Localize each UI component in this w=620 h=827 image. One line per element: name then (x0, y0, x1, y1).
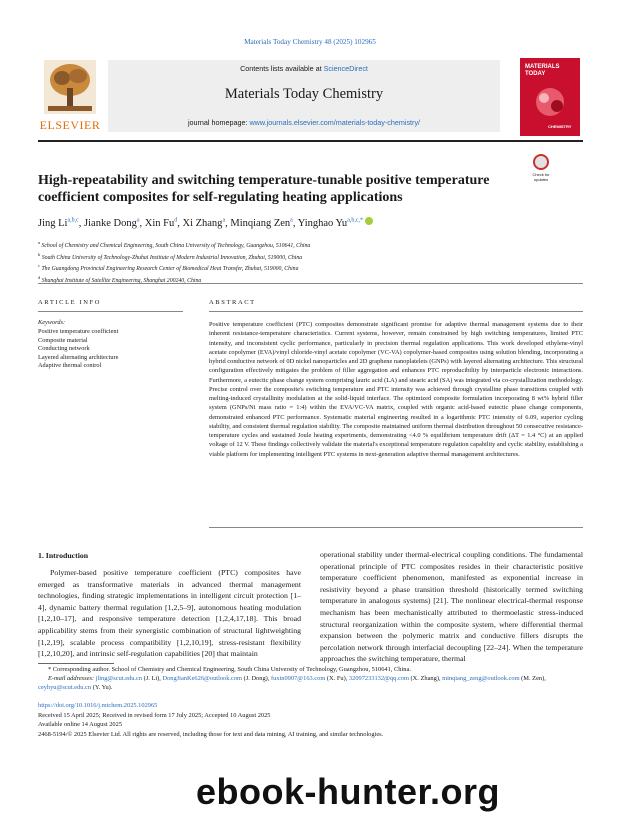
sciencedirect-link[interactable]: ScienceDirect (323, 64, 368, 73)
email-addresses (38, 675, 583, 693)
author-name[interactable]: Jing Li (38, 218, 68, 229)
author (84, 218, 145, 229)
corresponding-author-note: * Corresponding author. School of Chemistry and Chemical Engineering, South China University of Technology, Guangzhou, 510641, China. (48, 666, 411, 673)
email-owner: (J. Li), (142, 674, 163, 682)
affiliation-text: South China University of Technology-Zhuhai Institute of Modern Industrial Innovation, Zhuhai, 519000, China (40, 254, 303, 261)
contents-line (108, 64, 500, 73)
author-name[interactable]: Yinghao Yu (297, 218, 348, 229)
introduction-right-column: operational stability under thermal-electrical coupling conditions. The fundamental operational principle of PTC composites resides in their characteristic positive temperature coefficient phenomenon, manifested as exponential increase in resistivity beyond a phase transition threshold (historically termed switching temperature in analogous systems) [21]. The nonlinear electrical-thermal response mechanism has been mechanistically attributed to thermoelastic stress-induced structural reorganization within the composite system, where differential thermal expansion between the polymeric matrix and conductive fillers disrupts the percolation network through interfacial decoupling [22–24]. When the temperature approaches the switching temperature, thermal (320, 550, 583, 664)
footnote-rule (38, 663, 114, 664)
online-date: Available online 14 August 2025 (38, 721, 123, 729)
affiliation-text: Shanghai Institute of Satellite Engineering, Shanghai 200240, China (40, 277, 202, 284)
affiliation-mark: a (38, 240, 40, 245)
article-info-heading: ARTICLE INFO (38, 299, 102, 306)
contents-prefix: Contents lists available at (240, 64, 324, 73)
keyword-list (38, 328, 188, 371)
email-link[interactable]: 32097233132@qq.com (348, 674, 409, 682)
author-name[interactable]: Xi Zhang (182, 218, 223, 229)
author (182, 218, 230, 229)
author-list (38, 217, 583, 229)
check-for-updates-button[interactable] (526, 154, 556, 184)
orcid-icon[interactable] (365, 217, 373, 225)
journal-name: Materials Today Chemistry (224, 86, 384, 102)
crossmark-icon (533, 154, 549, 170)
keyword-item: Layered alternating architecture (38, 353, 119, 361)
header-rule (38, 140, 583, 142)
email-link[interactable]: fuxin0907@163.com (270, 674, 326, 682)
affiliation-item (38, 262, 583, 274)
author-affiliation-marks[interactable]: a (222, 217, 226, 224)
elsevier-tree-icon (44, 60, 96, 114)
journal-banner (108, 60, 500, 132)
keyword-item: Adaptive thermal control (38, 362, 102, 370)
affiliation-item (38, 251, 583, 263)
keyword-item: Conducting network (38, 345, 90, 353)
author-name[interactable]: Jianke Dong (84, 218, 137, 229)
journal-cover-thumbnail[interactable] (520, 58, 580, 136)
keyword-item: Positive temperature coefficient (38, 328, 119, 335)
section-divider (38, 283, 583, 284)
copyright-line: 2468-5194/© 2025 Elsevier Ltd. All rights are reserved, including those for text and data mining, AI training, and similar technologies. (38, 730, 384, 738)
affiliation-text: School of Chemistry and Chemical Engineering, South China University of Technology, Guangzhou, 510641, China (40, 242, 311, 249)
homepage-link[interactable]: www.journals.elsevier.com/materials-today-chemistry/ (249, 118, 421, 127)
abstract-heading: ABSTRACT (209, 299, 256, 306)
email-link[interactable]: jling@scut.edu.cn (95, 674, 143, 682)
cover-footer: CHEMISTRY (548, 124, 572, 129)
affiliation-text: The Guangdong Provincial Engineering Research Center of Biomedical Heat Transfer, Zhuhai, 519000, China (40, 265, 299, 272)
publication-info (38, 701, 583, 739)
affiliation-mark: b (38, 251, 41, 257)
affiliation-mark: d (38, 274, 41, 280)
email-owner: (J. Dong), (242, 674, 271, 682)
article-title: High-repeatability and switching temperature-tunable positive temperature coefficient composites for self-regulating heating applications (38, 173, 490, 205)
abstract-text: Positive temperature coefficient (PTC) composites demonstrate significant promise for adaptive thermal management systems due to their inherent resistance-temperature characteristics. Current systems, however, remain constrained by high switching temperatures, limited PTC intensity, and inconsistent cyclic performance, particularly in precision thermal regulation applications. This work developed ethylene-vinyl acetate copolymer (EVA)/vinyl chloride-vinyl acetate copolymer (VC-VA) copolymer-based composites using solution blending, incorporating a hybrid conductive network of 0D nickel nanoparticles and 2D graphene nanoplatelets (GNPs) with layered alternating architecture. This structural configuration effectively mitigates the problem of filler aggregation and enhances PTC reproducibility by interparticle electronic interactions. Furthermore, a eutectic phase change system comprising lauric acid (LA) and stearic acid (SA) was integrated via co-crystallization methodology. Precise control over the composite's switching temperature and PTC intensity was achieved through crystalline phase transitions coupled with melting-induced crystallinity modulation at the solid-liquid interface. The optimized composite formulation incorporating 8 wt% hybrid filler system (GNPs/Ni mass ratio = 1:4) within the EVA/VC-VA matrix, coupled with organic acid-based eutectic phase change components, demonstrated enhanced PTC performance. Systematic material engineering resulted in a logarithmic PTC intensity of 6.09, superior cycling stability, and consistent thermal regulation stability. The composite maintained uniform thermal distribution throughout 50 consecutive resistance-temperature cycles and sustained Joule heating experiments, demonstrating <4.0 % equilibrium temperature drift (ΔT = 1.4 °C) at an applied voltage of 12 V. These findings collectively validate the material's exceptional temperature regulation capability and cyclic stability, establishing a viable platform for implementing intelligent PTC systems in next-generation adaptive thermal management architectures. (209, 321, 583, 458)
cover-art-icon (528, 84, 572, 120)
email-label: E-mail addresses: (48, 674, 95, 682)
author-affiliation-marks[interactable]: a,b,c (67, 217, 79, 224)
email-link[interactable]: DongJianKe626@outlook.com (162, 674, 243, 682)
author-affiliation-marks[interactable]: a,b,c,* (347, 217, 364, 224)
author-separator: , (139, 218, 145, 229)
affiliation-mark: c (38, 263, 40, 269)
affiliation-list (38, 239, 583, 285)
abstract-bottom-rule (209, 527, 583, 528)
keywords-label: Keywords: (38, 319, 66, 326)
elsevier-wordmark: ELSEVIER (39, 118, 101, 132)
homepage-prefix: journal homepage: (187, 118, 250, 127)
keyword-item: Composite material (38, 336, 88, 344)
journal-header (38, 58, 583, 136)
author (298, 218, 373, 229)
author (38, 218, 84, 229)
email-owner: (Y. Yu). (91, 683, 113, 691)
email-link[interactable]: ceyhyu@scut.edu.cn (38, 683, 92, 691)
affiliation-item (38, 239, 583, 251)
received-dates: Received 15 April 2025; Received in revised form 17 July 2025; Accepted 10 August 2025 (38, 711, 271, 719)
cover-title: MATERIALS TODAY (525, 64, 560, 77)
author-separator: , (292, 218, 298, 229)
introduction-left-column: Polymer-based positive temperature coefficient (PTC) composites have emerged as transformative materials in advanced thermal management technologies, finding strategic implementations in intelligent circuit protection [1–4], dynamic battery thermal regulation [1,2,5–9], autonomous heating modulation [1,2,10–17], and responsive temperature detection [1,2,4,17,18]. This broad applicability stems from their synergistic combination of structural lightweighting [1,2,19], scalable process compatibility [1,2,10,19], stress-resistant flexibility [1,2,10,20], and intrinsic self-regulation capabilities [20] that maintain (38, 568, 301, 659)
author-affiliation-marks[interactable]: a (290, 217, 293, 224)
doi-link[interactable]: https://doi.org/10.1016/j.mtchem.2025.102965 (38, 702, 158, 709)
abstract-rule (209, 311, 583, 312)
homepage-line (108, 118, 500, 127)
footnotes (38, 666, 583, 692)
crossmark-label: Check for updates (532, 172, 550, 182)
author (230, 218, 297, 229)
elsevier-logo[interactable] (38, 58, 102, 136)
author-separator: , (225, 218, 231, 229)
watermark: ebook-hunter.org (196, 771, 500, 812)
article-info-rule (38, 311, 183, 312)
author-separator: , (78, 218, 85, 229)
journal-reference-link[interactable]: Materials Today Chemistry 48 (2025) 102965 (244, 38, 376, 46)
author-affiliation-marks[interactable]: d (174, 217, 178, 224)
email-list (38, 675, 546, 691)
author-name[interactable]: Minqiang Zen (230, 218, 291, 229)
introduction-heading: 1. Introduction (38, 551, 89, 560)
author-name[interactable]: Xin Fu (144, 218, 175, 229)
email-owner: (M. Zen), (519, 674, 546, 682)
author-affiliation-marks[interactable]: a (136, 217, 140, 224)
author (145, 218, 183, 229)
email-owner: (X. Fu), (325, 674, 349, 682)
author-separator: , (177, 218, 183, 229)
email-link[interactable]: minqiang_zeng@outlook.com (442, 674, 520, 682)
email-owner: (X. Zhang), (408, 674, 443, 682)
